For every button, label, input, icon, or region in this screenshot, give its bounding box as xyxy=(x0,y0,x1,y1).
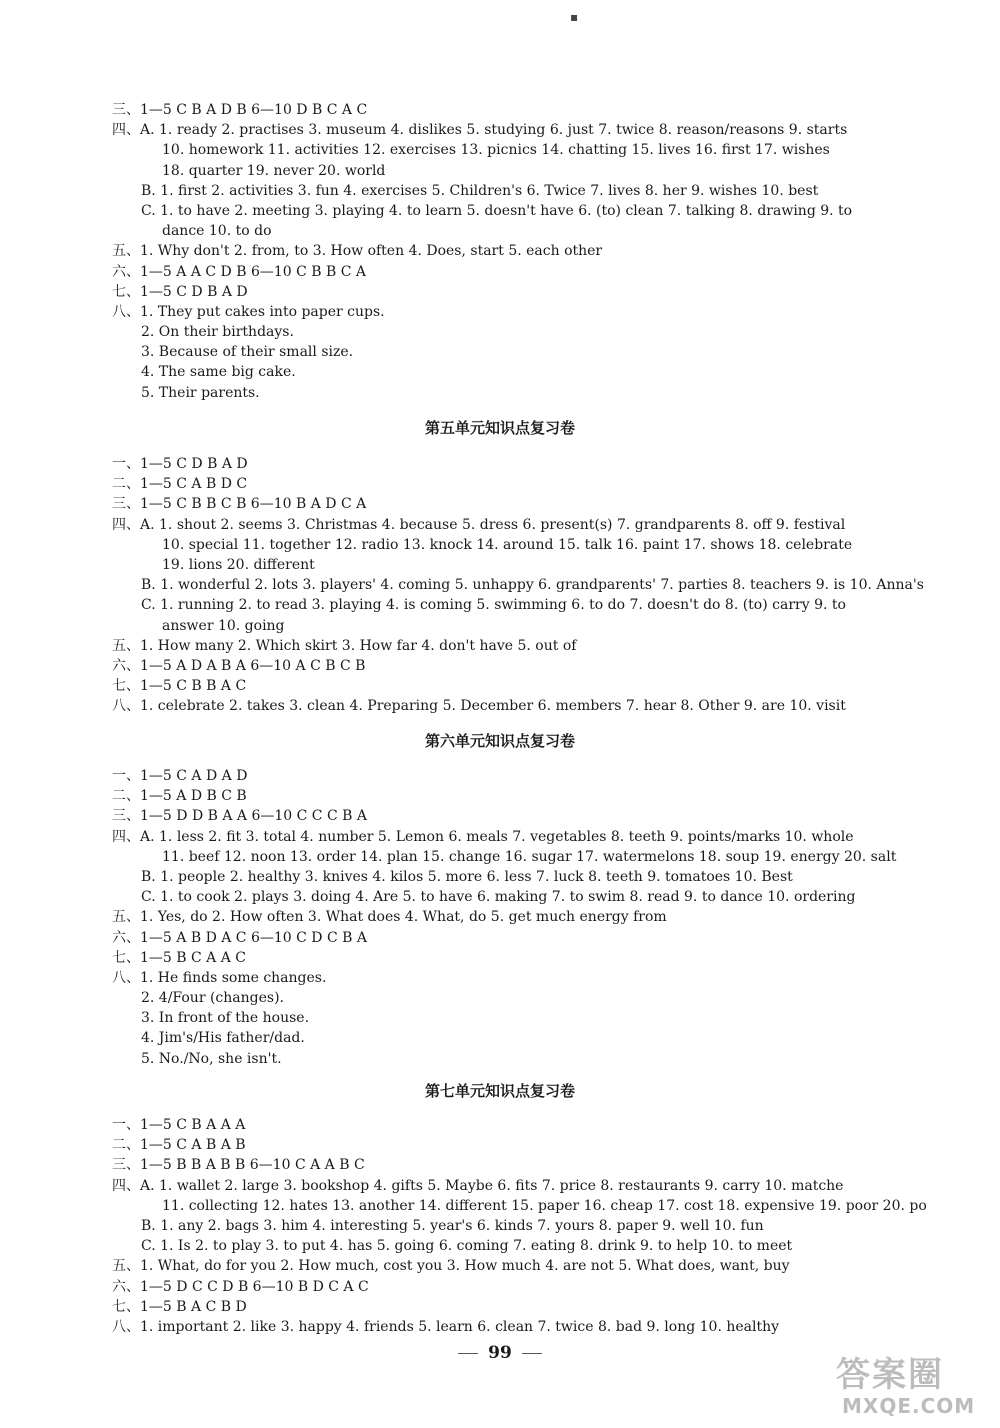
answer-line: 七、1—5 B C A A C xyxy=(112,949,246,966)
answer-line: 三、1—5 B B A B B 6—10 C A A B C xyxy=(112,1157,365,1174)
watermark-cn: 答案圈 xyxy=(836,1355,944,1395)
answer-line: 六、1—5 A D A B A 6—10 A C B C B xyxy=(112,657,366,674)
page-number-value: 99 xyxy=(488,1343,512,1363)
page-number-rule-left xyxy=(458,1353,478,1354)
answer-line: B. 1. any 2. bags 3. him 4. interesting 5. year's 6. kinds 7. yours 8. paper 9. well 10. fun xyxy=(141,1217,764,1234)
site-watermark xyxy=(836,1355,986,1425)
answer-line: 5. No./No, she isn't. xyxy=(141,1050,282,1067)
answer-line: 七、1—5 C B B A C xyxy=(112,678,247,695)
answer-line: 六、1—5 A B D A C 6—10 C D C B A xyxy=(112,929,367,946)
answer-line: 一、1—5 C A D A D xyxy=(112,768,248,784)
answer-line: B. 1. first 2. activities 3. fun 4. exercises 5. Children's 6. Twice 7. lives 8. her 9. wishes 10. best xyxy=(141,182,819,199)
answer-line: 2. 4/Four (changes). xyxy=(141,990,284,1007)
answer-line: 3. Because of their small size. xyxy=(141,344,354,361)
answer-line: dance 10. to do xyxy=(162,223,272,240)
unit4-answers-continued xyxy=(0,100,1000,403)
answer-line: 七、1—5 B A C B D xyxy=(112,1298,247,1315)
answer-line: 三、1—5 C B A D B 6—10 D B C A C xyxy=(112,102,368,118)
answer-line: C. 1. to have 2. meeting 3. playing 4. to learn 5. doesn't have 6. (to) clean 7. talking 8. drawing 9. to xyxy=(141,202,853,219)
answer-line: 二、1—5 C A B A B xyxy=(112,1137,246,1154)
heading-unit7: 第七单元知识点复习卷 xyxy=(424,1082,575,1100)
answer-line: C. 1. running 2. to read 3. playing 4. is coming 5. swimming 6. to do 7. doesn't do 8. (to) carry 9. to xyxy=(141,597,846,614)
answer-line: 四、A. 1. shout 2. seems 3. Christmas 4. because 5. dress 6. present(s) 7. grandparents 8. off 9. festival xyxy=(112,516,846,533)
answer-line: 二、1—5 A D B C B xyxy=(112,788,247,805)
answer-line: 2. On their birthdays. xyxy=(141,324,294,341)
answer-line: 八、1. They put cakes into paper cups. xyxy=(112,303,385,320)
answer-line: 四、A. 1. ready 2. practises 3. museum 4. dislikes 5. studying 6. just 7. twice 8. reason/reasons 9. starts xyxy=(112,122,848,139)
answer-line: 八、1. important 2. like 3. happy 4. friends 5. learn 6. clean 7. twice 8. bad 9. long 10. healthy xyxy=(112,1318,780,1335)
answer-line: 11. beef 12. noon 13. order 14. plan 15. change 16. sugar 17. watermelons 18. soup 19. energy 20. salt xyxy=(162,848,897,865)
answer-line: 六、1—5 A A C D B 6—10 C B B C A xyxy=(112,263,367,280)
answer-line: 八、1. celebrate 2. takes 3. clean 4. Preparing 5. December 6. members 7. hear 8. Other 9. are 10. visit xyxy=(112,698,846,715)
answer-line: 五、1. Yes, do 2. How often 3. What does 4. What, do 5. get much energy from xyxy=(112,909,667,926)
watermark-en: MXQE.COM xyxy=(842,1394,976,1418)
answer-line: 三、1—5 C B B C B 6—10 B A D C A xyxy=(112,496,367,513)
answer-line: 5. Their parents. xyxy=(141,384,260,401)
answer-line: answer 10. going xyxy=(162,617,285,634)
answer-line: 五、1. How many 2. Which skirt 3. How far 4. don't have 5. out of xyxy=(112,637,577,654)
answer-line: 11. collecting 12. hates 13. another 14. different 15. paper 16. cheap 17. cost 18. expensive 19. poor 20. po xyxy=(162,1197,927,1214)
answer-line: 六、1—5 D C C D B 6—10 B D C A C xyxy=(112,1278,369,1295)
answer-line: 10. special 11. together 12. radio 13. knock 14. around 15. talk 16. paint 17. shows 18. celebrate xyxy=(162,536,853,553)
answer-line: B. 1. people 2. healthy 3. knives 4. kilos 5. more 6. less 7. luck 8. teeth 9. tomatoes 10. Best xyxy=(141,868,793,885)
answer-line: B. 1. wonderful 2. lots 3. players' 4. coming 5. unhappy 6. grandparents' 7. parties 8. teachers 9. is 10. Anna's xyxy=(141,577,924,594)
answer-line: C. 1. Is 2. to play 3. to put 4. has 5. going 6. coming 7. eating 8. drink 9. to help 10. to meet xyxy=(141,1238,793,1255)
page-number-rule-right xyxy=(522,1353,542,1354)
heading-unit5: 第五单元知识点复习卷 xyxy=(424,419,575,437)
answer-line: 二、1—5 C A B D C xyxy=(112,476,248,493)
answer-line: 一、1—5 C D B A D xyxy=(112,456,248,472)
top-mark: ▪ xyxy=(570,10,579,24)
unit6-answers xyxy=(0,766,1000,1069)
answer-line: 4. The same big cake. xyxy=(141,364,296,381)
unit7-answers xyxy=(0,1115,1000,1337)
heading-unit6: 第六单元知识点复习卷 xyxy=(424,732,575,750)
answer-line: 四、A. 1. wallet 2. large 3. bookshop 4. gifts 5. Maybe 6. fits 7. price 8. restaurants 9. carry 10. matche xyxy=(112,1177,844,1194)
answer-line: 一、1—5 C B A A A xyxy=(112,1117,246,1133)
answer-line: 五、1. Why don't 2. from, to 3. How often 4. Does, start 5. each other xyxy=(112,243,603,260)
answer-line: 18. quarter 19. never 20. world xyxy=(162,162,386,179)
answer-line: 三、1—5 D D B A A 6—10 C C C B A xyxy=(112,808,367,825)
answer-line: 4. Jim's/His father/dad. xyxy=(141,1030,305,1047)
answer-line: 3. In front of the house. xyxy=(141,1010,310,1027)
answer-line: 四、A. 1. less 2. fit 3. total 4. number 5. Lemon 6. meals 7. vegetables 8. teeth 9. points/marks 10. whole xyxy=(112,828,854,845)
answer-line: 10. homework 11. activities 12. exercises 13. picnics 14. chatting 15. lives 16. first 17. wishes xyxy=(162,142,830,159)
answer-line: 五、1. What, do for you 2. How much, cost you 3. How much 4. are not 5. What does, want, buy xyxy=(112,1258,790,1275)
answer-line: 八、1. He finds some changes. xyxy=(112,969,327,986)
answer-line: 19. lions 20. different xyxy=(162,556,315,573)
answer-line: C. 1. to cook 2. plays 3. doing 4. Are 5. to have 6. making 7. to swim 8. read 9. to dance 10. ordering xyxy=(141,889,856,906)
unit5-answers xyxy=(0,454,1000,716)
answer-line: 七、1—5 C D B A D xyxy=(112,283,248,300)
